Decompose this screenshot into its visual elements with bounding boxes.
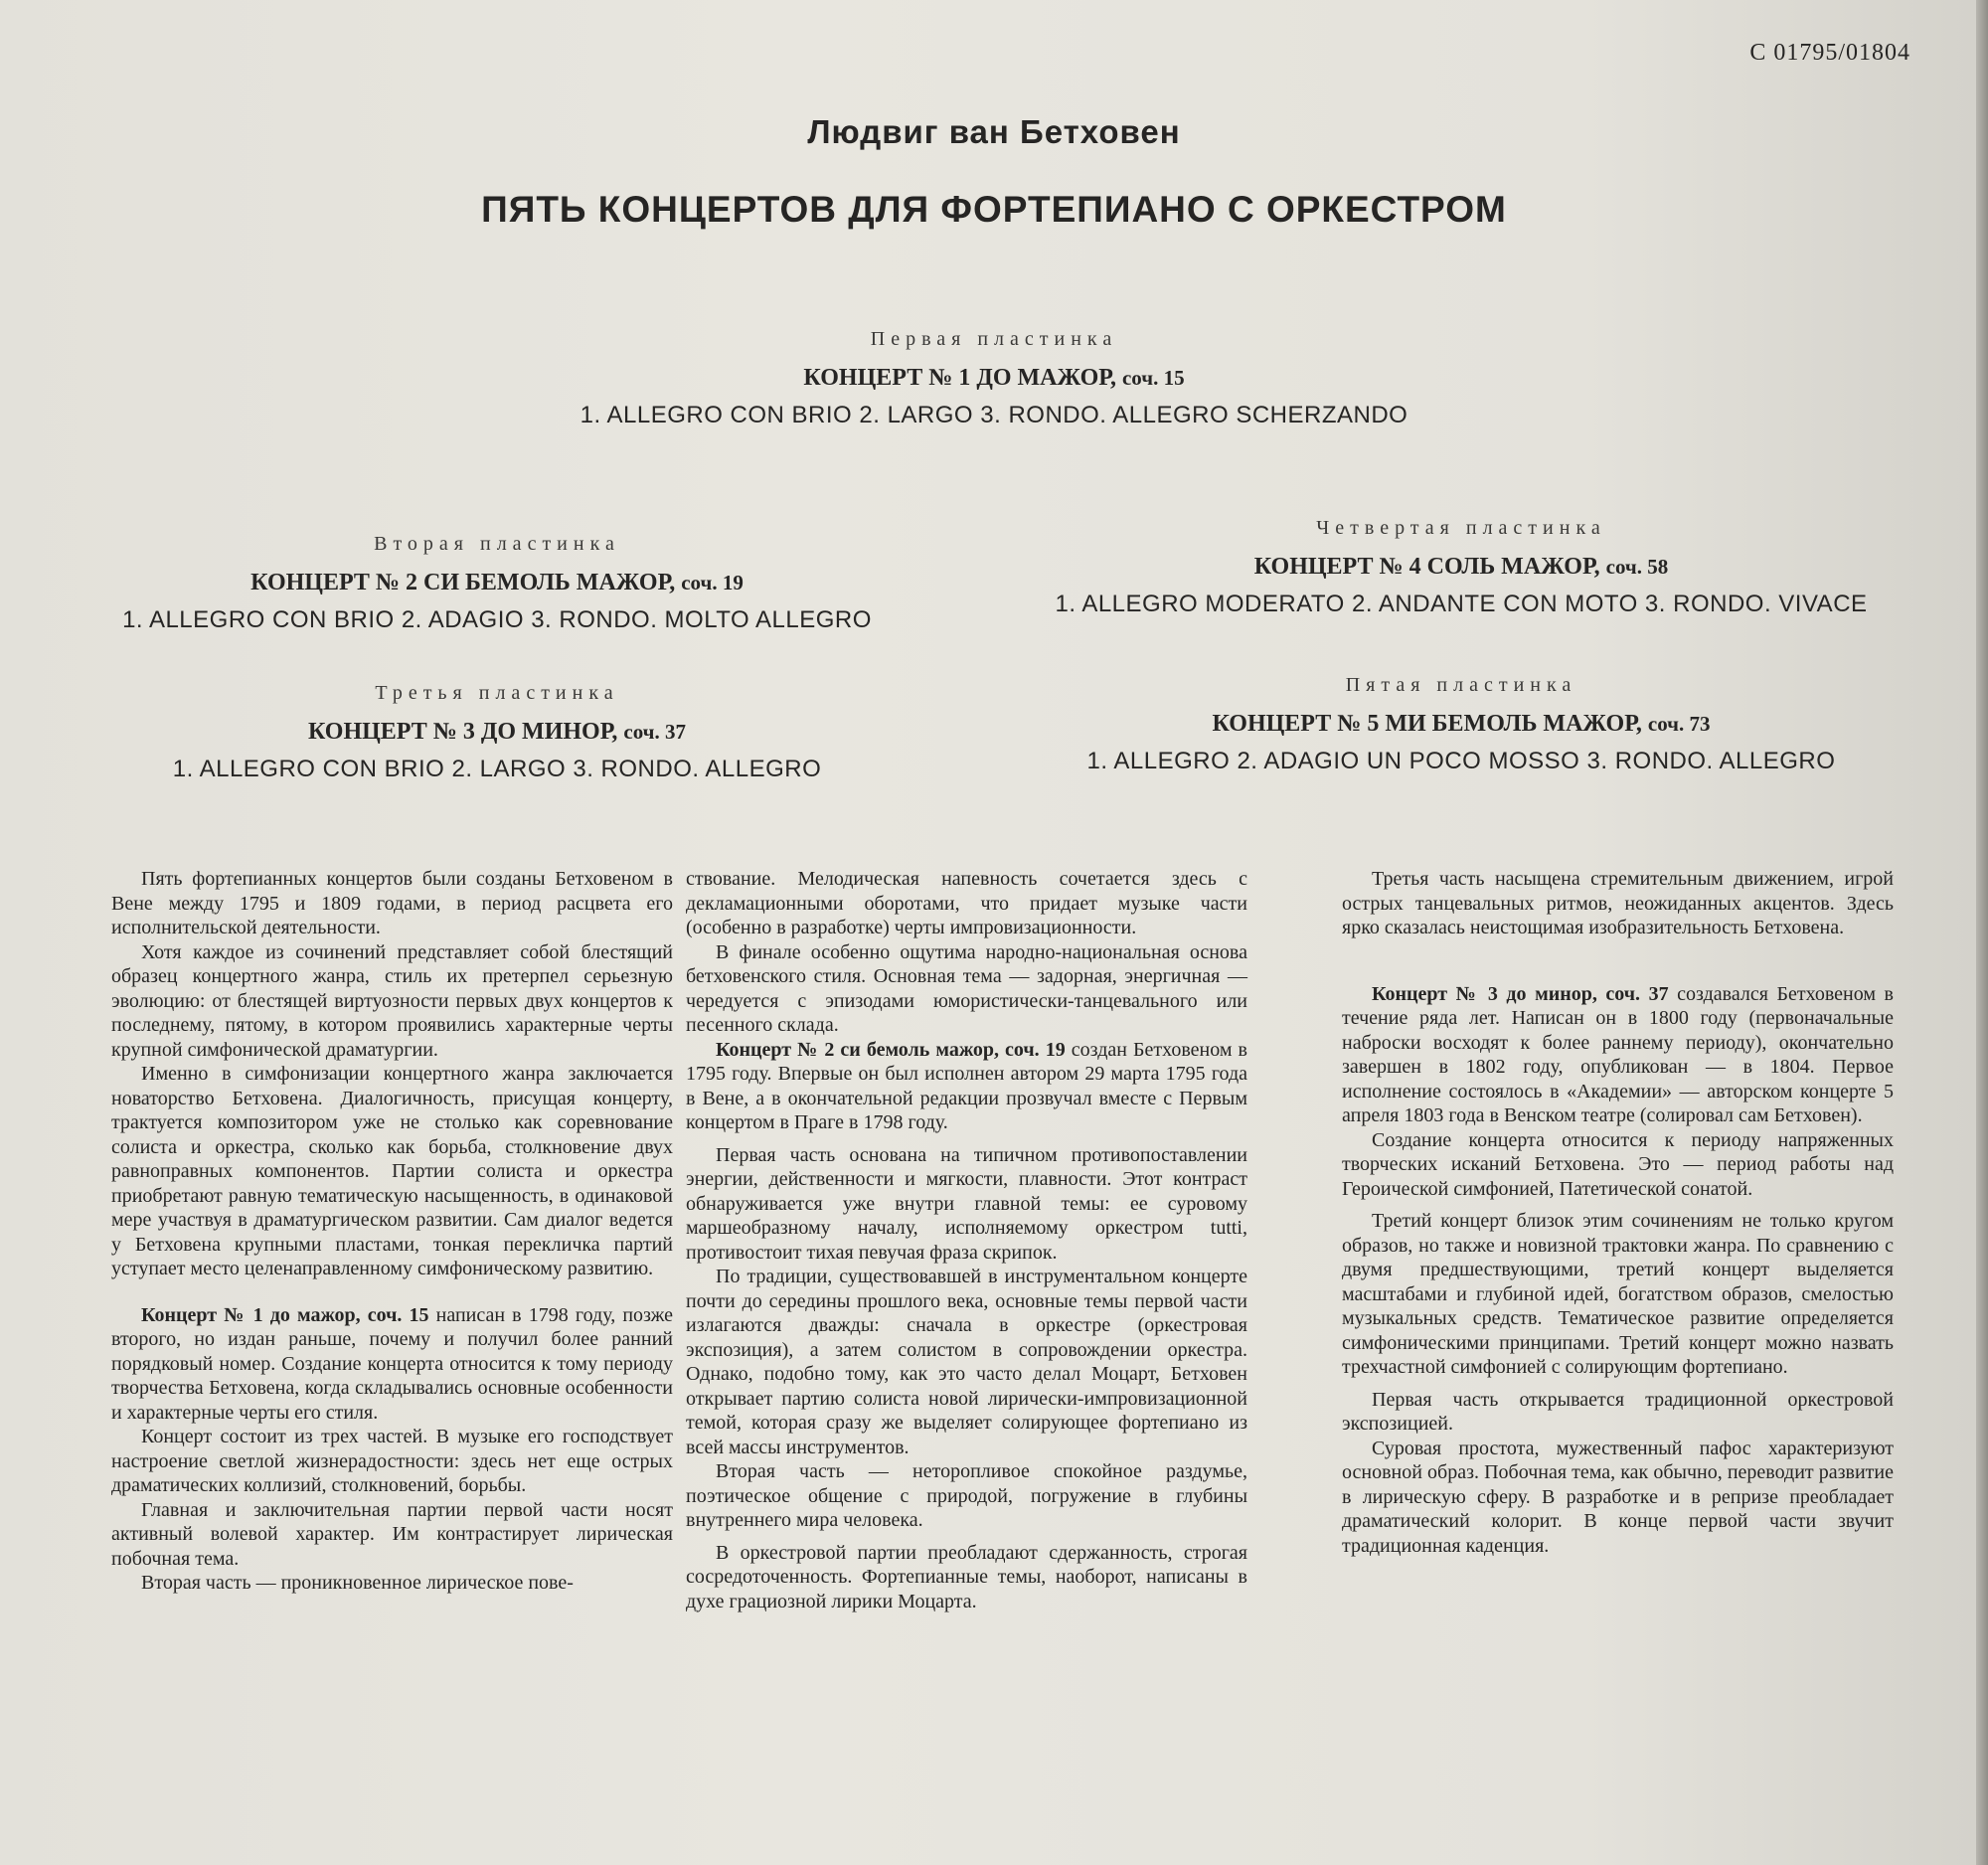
paragraph-text: создавался Бетховеном в течение ряда лет. Написан он в 1800 году (первоначальные наброски восходят к более раннему периоду), окончательно завершен в 1802 году, опубликован — в 1804. Первое исполнение состоялось в «Академии» — авторском концерте 5 апреля 1803 года в Венском театре (солировал сам Бетховен).	[1342, 982, 1894, 1126]
paragraph: Концерт состоит из трех частей. В музыке его господствует настроение светлой жизнерадостности: здесь нет еще острых драматических коллизий, столкновений, борьбы.	[111, 1426, 673, 1496]
paragraph-concerto-2	[686, 1038, 1247, 1135]
paragraph: Хотя каждое из сочинений представляет собой блестящий образец концертного жанра, стиль их претерпел серьезную эволюцию: от блестящей виртуозности первых двух концертов к последнему, пятому, в котором проявились характерные черты крупной симфонической драматургии.	[111, 940, 673, 1061]
movements-list: 1. ALLEGRO 2. ADAGIO UN POCO MOSSO 3. RONDO. ALLEGRO	[1086, 748, 1836, 774]
movements-list: 1. ALLEGRO CON BRIO 2. LARGO 3. RONDO. ALLEGRO SCHERZANDO	[580, 402, 1408, 428]
concerto-name: КОНЦЕРТ № 2 СИ БЕМОЛЬ МАЖОР,	[250, 570, 676, 595]
paragraph: Вторая часть — проникновенное лирическое пове-	[141, 1572, 574, 1594]
concerto-heading: Концерт № 2 си бемоль мажор, соч. 19	[716, 1038, 1066, 1061]
concerto-name: КОНЦЕРТ № 3 ДО МИНОР,	[307, 719, 618, 745]
opus-number: соч. 58	[1605, 555, 1669, 579]
paragraph-concerto-3	[1342, 982, 1894, 1128]
concerto-title	[924, 711, 1988, 738]
concerto-name: КОНЦЕРТ № 4 СОЛЬ МАЖОР,	[1253, 554, 1600, 580]
movements-list: 1. ALLEGRO CON BRIO 2. ADAGIO 3. RONDO. MOLTO ALLEGRO	[122, 606, 872, 633]
movements-list: 1. ALLEGRO MODERATO 2. ANDANTE CON MOTO 3. RONDO. VIVACE	[1055, 591, 1868, 617]
text-column-1	[111, 867, 673, 1596]
paragraph-text: создан Бетховеном в 1795 году. Впервые он был исполнен автором 29 марта 1795 года в Вене, а в окончательной редакции прозвучал вместе с Первым концертом в Праге в 1798 году.	[686, 1038, 1248, 1133]
concerto-title	[60, 570, 934, 596]
concerto-title	[398, 365, 1590, 392]
concerto-title	[60, 719, 934, 746]
paragraph: Третья часть насыщена стремительным движением, игрой острых танцевальных ритмов, неожиданных акцентов. Здесь ярко сказалась неистощимая изобразительность Бетховена.	[1342, 868, 1894, 938]
concerto-title	[924, 554, 1988, 581]
paragraph: Вторая часть — неторопливое спокойное раздумье, поэтическое общение с природой, погружение в глубины внутреннего мира человека.	[686, 1460, 1247, 1531]
concerto-name: КОНЦЕРТ № 5 МИ БЕМОЛЬ МАЖОР,	[1212, 711, 1642, 737]
paragraph: Первая часть открывается традиционной оркестровой экспозицией.	[1342, 1388, 1894, 1435]
paragraph: Создание концерта относится к периоду напряженных творческих исканий Бетховена. Это — период работы над Героической симфонией, Патетической сонатой.	[1342, 1128, 1894, 1200]
paragraph: В оркестровой партии преобладают сдержанность, строгая сосредоточенность. Фортепианные темы, наоборот, написаны в духе грациозной лирики Моцарта.	[686, 1541, 1247, 1612]
opus-number: соч. 15	[1121, 366, 1185, 390]
album-title: ПЯТЬ КОНЦЕРТОВ ДЛЯ ФОРТЕПИАНО С ОРКЕСТРОМ	[481, 189, 1507, 230]
record-2	[60, 533, 934, 634]
text-column-2	[686, 867, 1247, 1613]
paragraph: Третий концерт близок этим сочинениям не только кругом образов, но также и новизной трактовки жанра. По сравнению с двумя предшествующими, третий концерт выделяется масштабами и глубиной идей, богатством образов, смелостью музыкальных средств. Тематическое развитие определяется симфоническими принципами. Третий концерт можно назвать трехчастной симфонией с солирующим фортепиано.	[1342, 1210, 1894, 1378]
opus-number: соч. 19	[681, 571, 744, 594]
paragraph: Главная и заключительная партии первой части носят активный волевой характер. Им контрастирует лирическая побочная тема.	[111, 1498, 673, 1570]
paragraph: Пять фортепианных концертов были созданы Бетховеном в Вене между 1795 и 1809 годами, в период расцвета его исполнительской деятельности.	[111, 868, 673, 938]
paragraph: По традиции, существовавшей в инструментальном концерте почти до середины прошлого века, основные темы первой части излагаются дважды: сначала в оркестре (оркестровая экспозиция), а затем солистом в сопровождении оркестра. Однако, подобно тому, как это часто делал Моцарт, Бетховен открывает партию солиста новой лирически-импровизационной темой, которая сразу же выделяет солирующее фортепиано из всей массы инструментов.	[686, 1266, 1247, 1458]
paragraph: ствование. Мелодическая напевность сочетается здесь с декламационными оборотами, что придает музыке части (особенно в разработке) черты импровизационности.	[686, 868, 1247, 938]
record-label: Первая пластинка	[870, 328, 1118, 350]
concerto-name: КОНЦЕРТ № 1 ДО МАЖОР,	[803, 365, 1116, 391]
record-label: Третья пластинка	[375, 682, 619, 704]
catalog-number: С 01795/01804	[1749, 40, 1910, 66]
record-label: Пятая пластинка	[1345, 674, 1577, 696]
concerto-heading: Концерт № 3 до минор, соч. 37	[1372, 982, 1669, 1005]
opus-number: соч. 37	[623, 720, 686, 744]
paragraph: Суровая простота, мужественный пафос характеризуют основной образ. Побочная тема, как обычно, переводит развитие в лирическую сферу. В разработке и в репризе преобладает драматический колорит. В конце первой части звучит традиционная каденция.	[1342, 1437, 1894, 1557]
paragraph: В финале особенно ощутима народно-национальная основа бетховенского стиля. Основная тема — задорная, энергичная — чередуется с эпизодами юмористически-танцевального или песенного склада.	[686, 940, 1247, 1036]
text-column-3	[1342, 867, 1894, 1558]
record-label: Четвертая пластинка	[1316, 517, 1606, 539]
record-1	[398, 328, 1590, 429]
paragraph: Первая часть основана на типичном противопоставлении энергии, действенности и мягкости, плавности. Этот контраст обнаруживается уже внутри главной темы: ее суровому маршеобразному началу, исполняемому оркестром tutti, противостоит тихая певучая фраза скрипок.	[686, 1143, 1247, 1264]
record-label: Вторая пластинка	[374, 533, 620, 555]
paragraph-text: написан в 1798 году, позже второго, но издан раньше, почему и получил более ранний порядковый номер. Создание концерта относится к тому периоду творчества Бетховена, когда складывались основные особенности и характерные черты его стиля.	[111, 1303, 673, 1424]
opus-number: соч. 73	[1647, 712, 1711, 736]
record-4	[924, 517, 1988, 618]
concerto-heading: Концерт № 1 до мажор, соч. 15	[141, 1303, 429, 1326]
record-3	[60, 682, 934, 783]
paragraph-concerto-1	[111, 1303, 673, 1426]
composer-name: Людвиг ван Бетховен	[807, 113, 1181, 150]
paragraph: Именно в симфонизации концертного жанра заключается новаторство Бетховена. Диалогичность, присущая концерту, трактуется композитором уже не столько как соревнование солиста и оркестра, сколько как борьба, столкновение двух равноправных компонентов. Партии солиста и оркестра приобретают равную тематическую насыщенность, в одинаковой мере участвуя в драматургическом развитии. Сам диалог ведется у Бетховена крупными пластами, тонкая перекличка партий уступает место целенаправленному симфоническому развитию.	[111, 1063, 673, 1279]
record-5	[924, 674, 1988, 775]
sleeve-edge	[1976, 0, 1988, 1865]
movements-list: 1. ALLEGRO CON BRIO 2. LARGO 3. RONDO. ALLEGRO	[172, 756, 822, 782]
